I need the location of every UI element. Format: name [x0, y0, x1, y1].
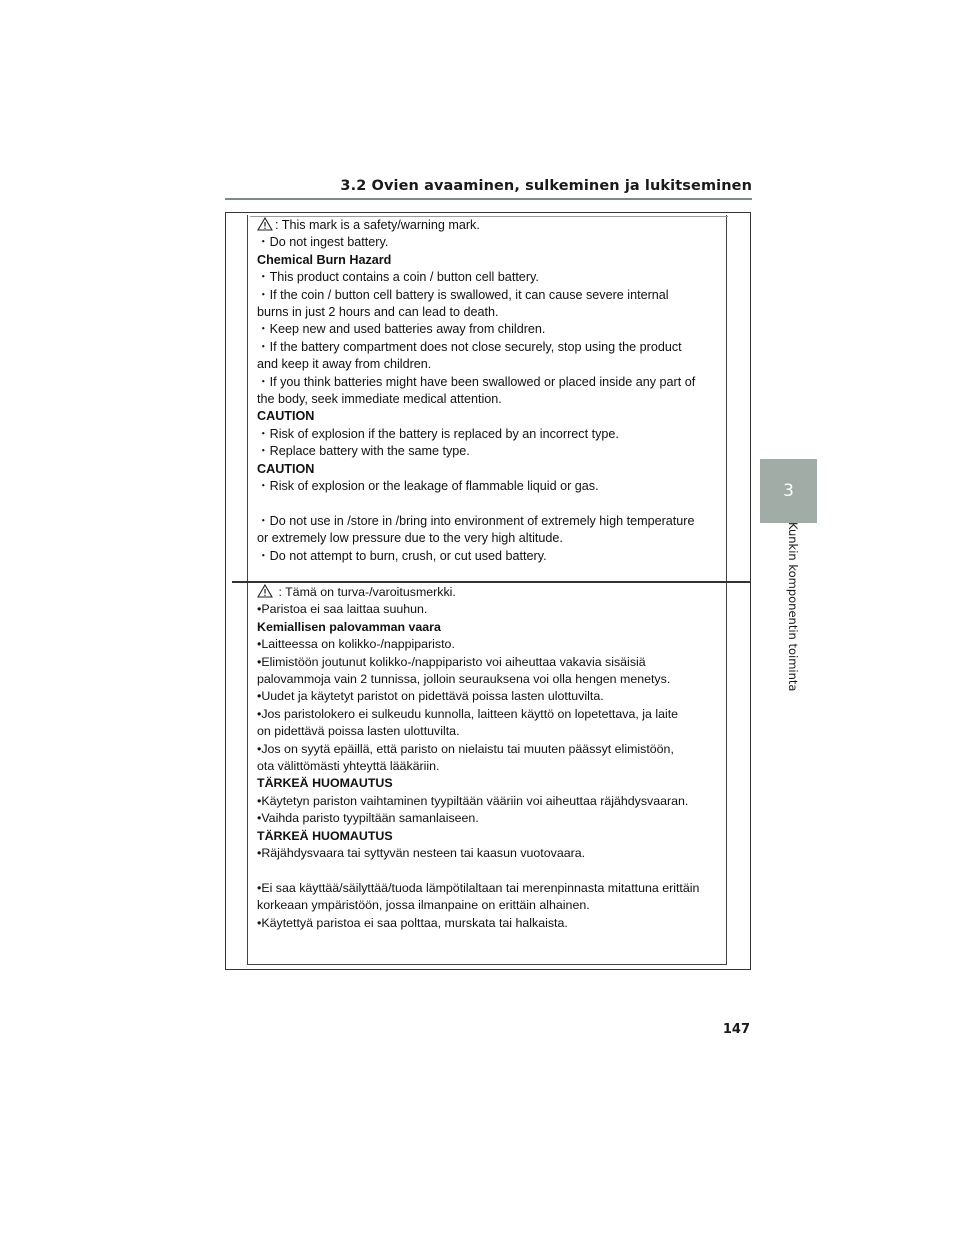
- caution-heading-2: TÄRKEÄ HUOMAUTUS: [257, 828, 393, 843]
- warning-triangle-icon: [257, 217, 273, 231]
- no-ingest-line: ・Do not ingest battery.: [257, 235, 389, 250]
- compartment-line-1: •Jos paristolokero ei sulkeudu kunnolla, laitteen käyttö on lopetettava, ja laite: [257, 706, 679, 721]
- chemical-burn-heading: Kemiallisen palovamman vaara: [257, 619, 441, 634]
- explosion-type-line: ・Risk of explosion if the battery is replaced by an incorrect type.: [257, 426, 619, 441]
- explosion-type-line: •Käytetyn pariston vaihtaminen tyypiltään vääriin voi aiheuttaa räjähdysvaaran.: [257, 793, 689, 808]
- warning-finnish-block: [257, 584, 725, 932]
- compartment-line-1: ・If the battery compartment does not close securely, stop using the product: [257, 339, 682, 354]
- compartment-line-2: and keep it away from children.: [257, 357, 432, 372]
- keep-away-line: •Uudet ja käytetyt paristot on pidettävä poissa lasten ulottuvilta.: [257, 689, 604, 704]
- environment-line-1: •Ei saa käyttää/säilyttää/tuoda lämpötilaltaan tai merenpinnasta mitattuna erittäin: [257, 880, 700, 895]
- leakage-line: ・Risk of explosion or the leakage of flammable liquid or gas.: [257, 479, 599, 494]
- safety-mark-line: [257, 217, 725, 234]
- caution-heading-1: TÄRKEÄ HUOMAUTUS: [257, 776, 393, 791]
- burn-crush-line: •Käytettyä paristoa ei saa polttaa, murskata tai halkaista.: [257, 915, 568, 930]
- swallowed-line-1: •Elimistöön joutunut kolikko-/nappiparisto voi aiheuttaa vakavia sisäisiä: [257, 654, 646, 669]
- language-divider: [232, 581, 751, 583]
- burn-crush-line: ・Do not attempt to burn, crush, or cut used battery.: [257, 548, 547, 563]
- think-swallowed-line-1: •Jos on syytä epäillä, että paristo on nielaistu tai muuten päässyt elimistöön,: [257, 741, 674, 756]
- replace-battery-line: •Vaihda paristo tyypiltään samanlaiseen.: [257, 811, 479, 826]
- no-ingest-line: •Paristoa ei saa laittaa suuhun.: [257, 602, 428, 617]
- leakage-line: •Räjähdysvaara tai syttyvän nesteen tai kaasun vuotovaara.: [257, 846, 586, 861]
- swallowed-line-2: burns in just 2 hours and can lead to death.: [257, 305, 499, 320]
- keep-away-line: ・Keep new and used batteries away from children.: [257, 322, 546, 337]
- swallowed-line-2: palovammoja vain 2 tunnissa, jolloin seurauksena voi olla hengen menetys.: [257, 672, 671, 687]
- environment-line-2: korkeaan ympäristöön, jossa ilmanpaine on erittäin alhainen.: [257, 898, 590, 913]
- safety-mark-text: : Tämä on turva-/varoitusmerkki.: [275, 585, 456, 599]
- caution-heading-1: CAUTION: [257, 409, 315, 424]
- header-rule: [225, 198, 752, 200]
- replace-battery-line: ・Replace battery with the same type.: [257, 444, 470, 459]
- chapter-number: 3: [783, 481, 794, 501]
- header-section-title: 3.2 Ovien avaaminen, sulkeminen ja lukitseminen: [340, 178, 752, 194]
- chapter-side-label: Kunkin komponentin toiminta: [786, 522, 800, 692]
- contains-battery-line: •Laitteessa on kolikko-/nappiparisto.: [257, 637, 455, 652]
- environment-line-2: or extremely low pressure due to the very high altitude.: [257, 531, 563, 546]
- swallowed-line-1: ・If the coin / button cell battery is swallowed, it can cause severe internal: [257, 287, 669, 302]
- safety-mark-text: : This mark is a safety/warning mark.: [275, 218, 480, 232]
- think-swallowed-line-2: the body, seek immediate medical attention.: [257, 392, 502, 407]
- compartment-line-2: on pidettävä poissa lasten ulottuvilta.: [257, 724, 460, 739]
- think-swallowed-line-1: ・If you think batteries might have been swallowed or placed inside any part of: [257, 374, 696, 389]
- safety-mark-line: [257, 584, 725, 601]
- contains-battery-line: ・This product contains a coin / button cell battery.: [257, 270, 539, 285]
- caution-heading-2: CAUTION: [257, 461, 315, 476]
- chapter-tab[interactable]: [760, 459, 817, 523]
- environment-line-1: ・Do not use in /store in /bring into environment of extremely high temperature: [257, 513, 695, 528]
- chemical-burn-heading: Chemical Burn Hazard: [257, 252, 392, 267]
- warning-english-block: [257, 217, 725, 565]
- warning-triangle-icon: [257, 584, 273, 598]
- page-number: 147: [722, 1022, 750, 1037]
- think-swallowed-line-2: ota välittömästi yhteyttä lääkäriin.: [257, 759, 440, 774]
